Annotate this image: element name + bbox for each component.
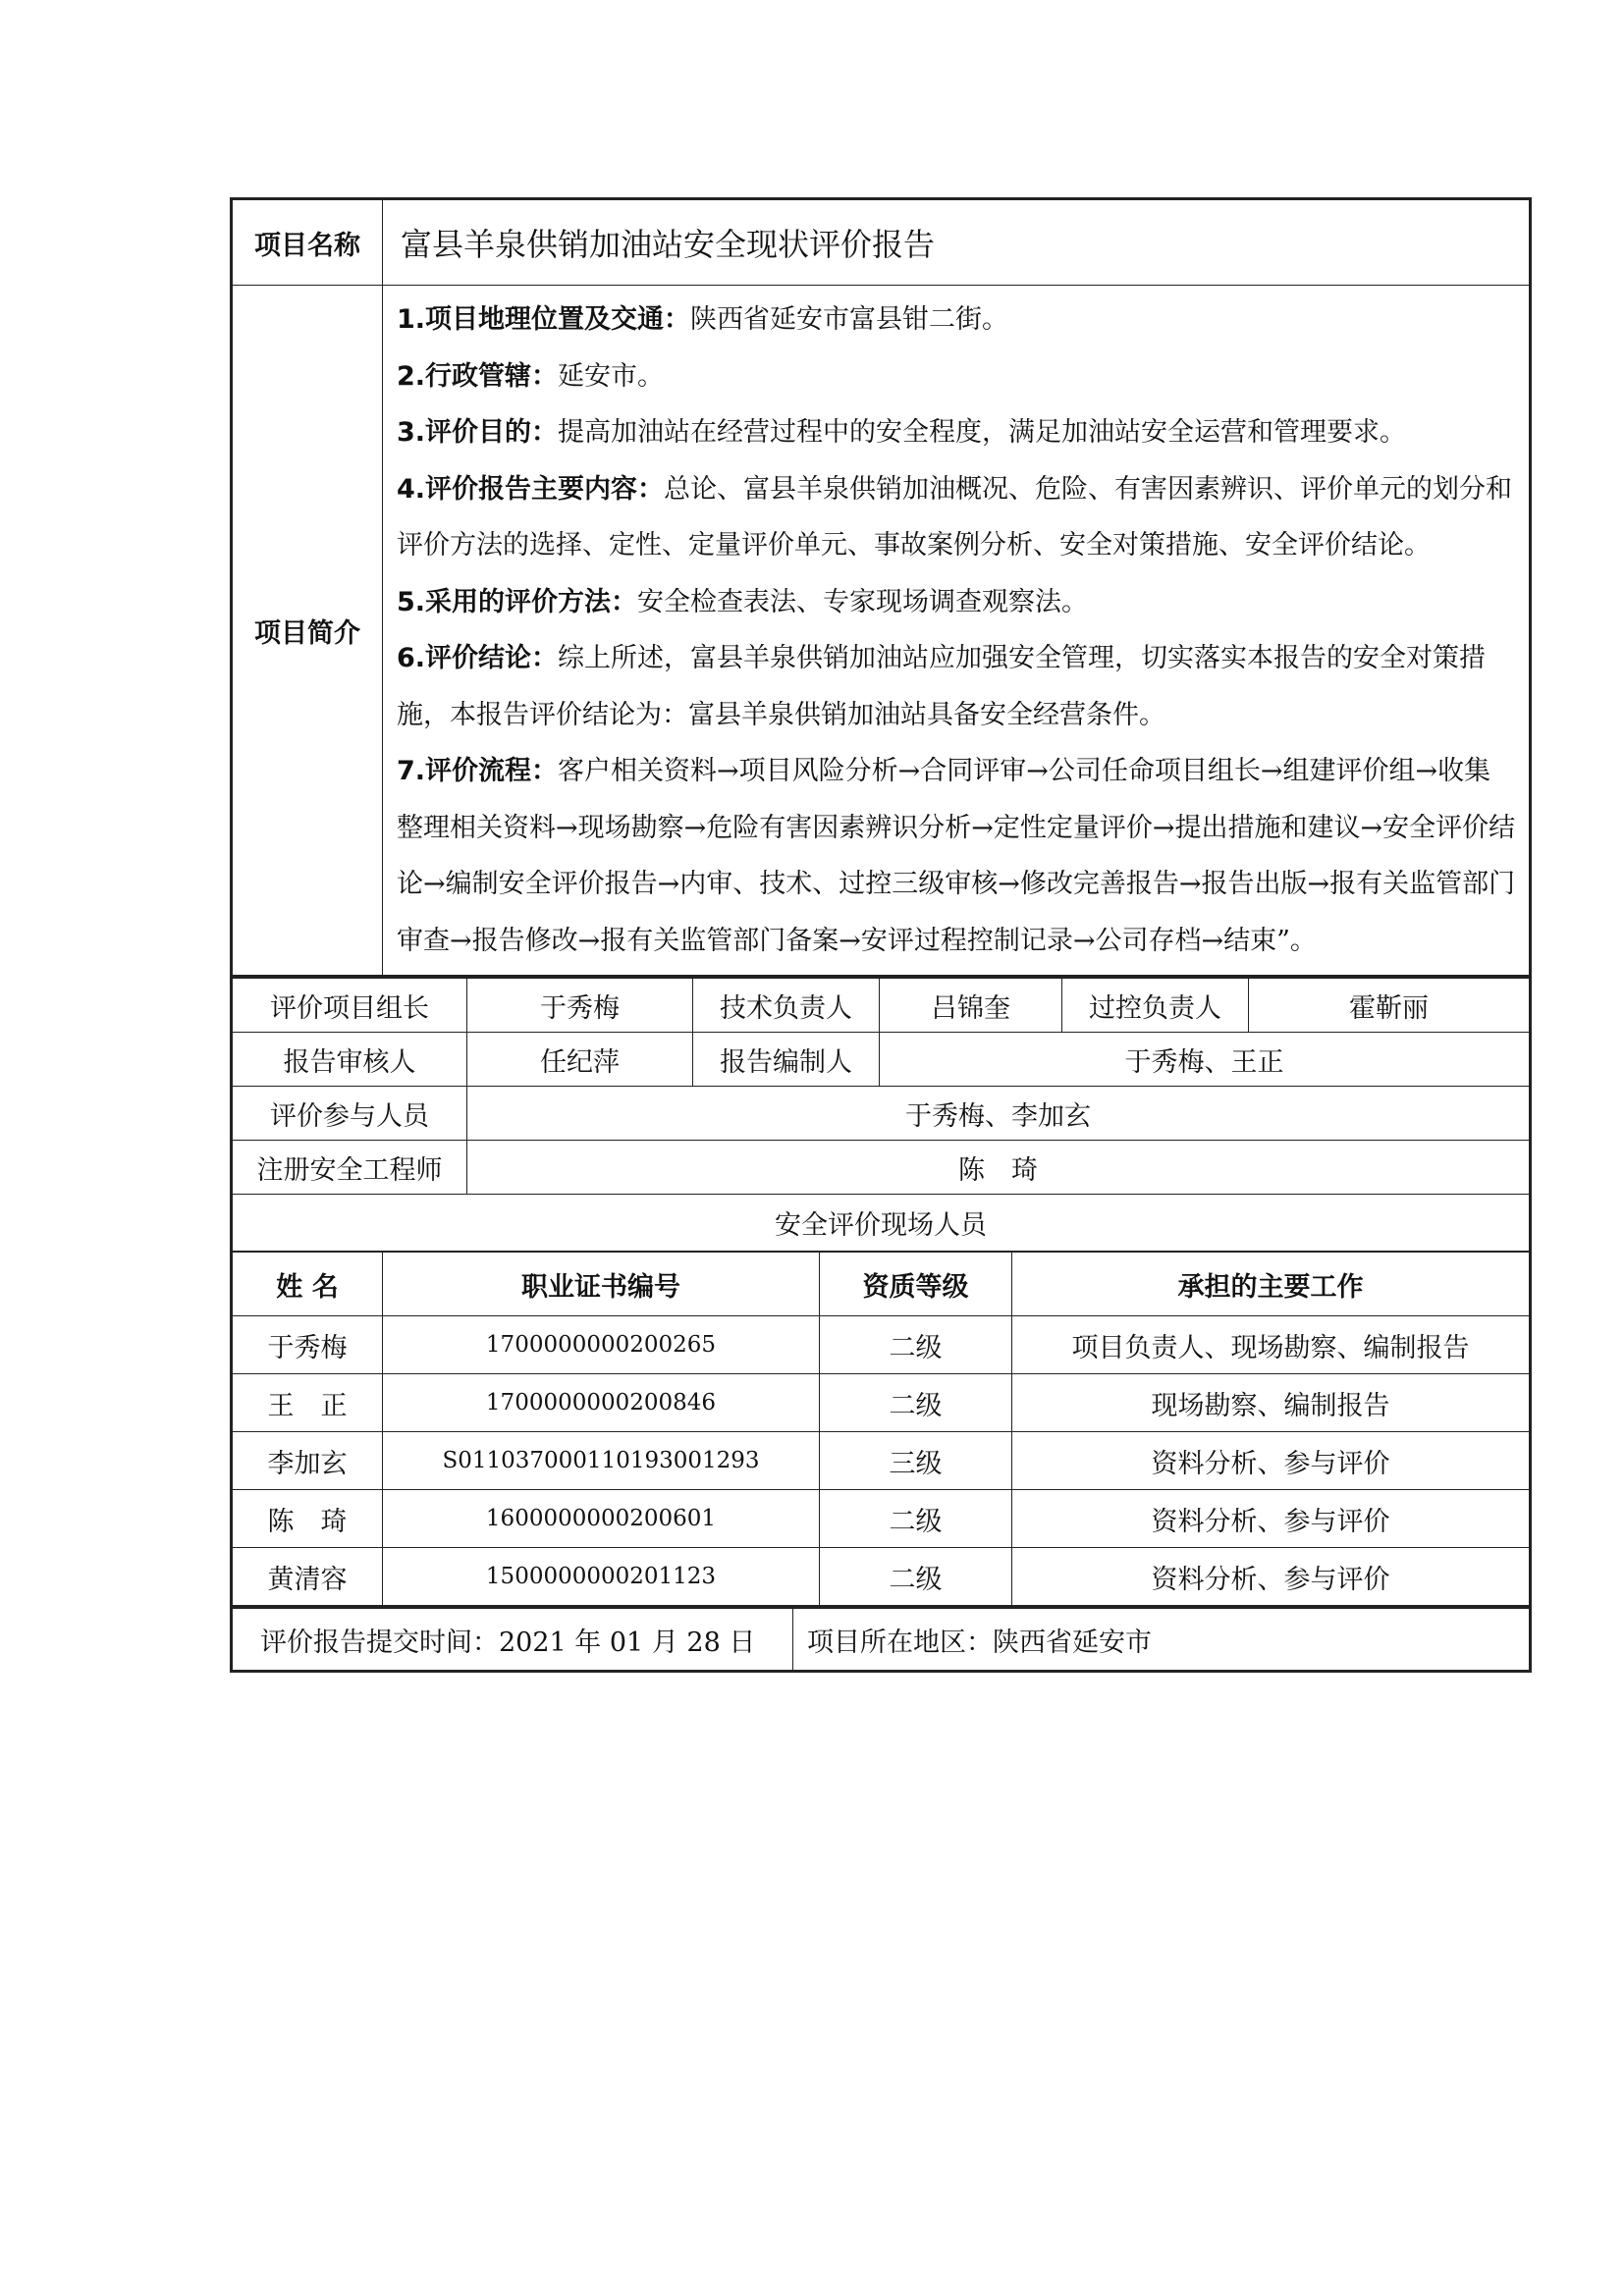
staff-header-name: 姓 名 bbox=[232, 1253, 383, 1316]
roles-row-2 bbox=[232, 1033, 1531, 1087]
staff-work: 项目负责人、现场勘察、编制报告 bbox=[1012, 1316, 1531, 1374]
table-row bbox=[232, 1432, 1531, 1490]
roles-row-3 bbox=[232, 1087, 1531, 1141]
staff-name: 陈 琦 bbox=[232, 1490, 383, 1548]
reviewer-label: 报告审核人 bbox=[232, 1033, 467, 1087]
staff-cert: 1600000000200601 bbox=[383, 1490, 820, 1548]
staff-header-row bbox=[232, 1253, 1531, 1316]
intro-item bbox=[397, 404, 1517, 461]
roles-row-4 bbox=[232, 1141, 1531, 1195]
submit-time: 评价报告提交时间：2021 年 01 月 28 日 bbox=[232, 1609, 793, 1672]
project-info-table bbox=[230, 197, 1532, 978]
project-intro-row bbox=[232, 286, 1531, 977]
reviewer-value: 任纪萍 bbox=[467, 1033, 693, 1087]
staff-level: 二级 bbox=[820, 1316, 1012, 1374]
intro-item-text: 综上所述，富县羊泉供销加油站应加强安全管理，切实落实本报告的安全对策措施，本报告评价结论为：富县羊泉供销加油站具备安全经营条件。 bbox=[397, 643, 1487, 730]
table-row bbox=[232, 1374, 1531, 1432]
staff-name: 黄清容 bbox=[232, 1548, 383, 1607]
intro-item-text: 总论、富县羊泉供销加油概况、危险、有害因素辨识、评价单元的划分和评价方法的选择、定性、定量评价单元、事故案例分析、安全对策措施、安全评价结论。 bbox=[397, 473, 1513, 561]
participants-value: 于秀梅、李加玄 bbox=[467, 1087, 1531, 1141]
project-name-value: 富县羊泉供销加油站安全现状评价报告 bbox=[383, 199, 1531, 286]
project-intro-content bbox=[383, 286, 1531, 977]
staff-header-cert: 职业证书编号 bbox=[383, 1253, 820, 1316]
intro-item-text: 延安市。 bbox=[558, 360, 665, 392]
intro-item bbox=[397, 630, 1517, 743]
engineer-label: 注册安全工程师 bbox=[232, 1141, 467, 1195]
staff-name: 于秀梅 bbox=[232, 1316, 383, 1374]
staff-cert: S011037000110193001293 bbox=[383, 1432, 820, 1490]
staff-header-level: 资质等级 bbox=[820, 1253, 1012, 1316]
intro-item-label: 7.评价流程： bbox=[397, 756, 559, 786]
intro-item bbox=[397, 348, 1517, 405]
intro-item-text: 陕西省延安市富县钳二街。 bbox=[690, 304, 1009, 335]
project-name-label: 项目名称 bbox=[232, 199, 383, 286]
intro-item bbox=[397, 292, 1517, 348]
control-value: 霍靳丽 bbox=[1249, 979, 1531, 1033]
staff-cert: 1500000000201123 bbox=[383, 1548, 820, 1607]
author-value: 于秀梅、王正 bbox=[880, 1033, 1531, 1087]
tech-label: 技术负责人 bbox=[693, 979, 880, 1033]
footer-row bbox=[232, 1609, 1531, 1672]
engineer-value: 陈 琦 bbox=[467, 1141, 1531, 1195]
staff-table bbox=[230, 1252, 1532, 1608]
intro-item-label: 5.采用的评价方法： bbox=[397, 586, 638, 617]
footer-table bbox=[230, 1608, 1532, 1673]
intro-item bbox=[397, 461, 1517, 574]
staff-level: 三级 bbox=[820, 1432, 1012, 1490]
roles-table bbox=[230, 978, 1532, 1252]
staff-header-work: 承担的主要工作 bbox=[1012, 1253, 1531, 1316]
staff-work: 资料分析、参与评价 bbox=[1012, 1432, 1531, 1490]
intro-item-label: 6.评价结论： bbox=[397, 643, 559, 673]
staff-name: 王 正 bbox=[232, 1374, 383, 1432]
intro-item-label: 3.评价目的： bbox=[397, 417, 559, 448]
roles-row-1 bbox=[232, 979, 1531, 1033]
staff-name: 李加玄 bbox=[232, 1432, 383, 1490]
control-label: 过控负责人 bbox=[1062, 979, 1249, 1033]
tech-value: 吕锦奎 bbox=[880, 979, 1062, 1033]
intro-item-text: 客户相关资料→项目风险分析→合同评审→公司任命项目组长→组建评价组→收集整理相关资料→现场勘察→危险有害因素辨识分析→定性定量评价→提出措施和建议→安全评价结论→编制安全评价报告→内审、技术、过控三级审核→修改完善报告→报告出版→报有关监管部门审查→报告修改→报有关监管部门备案→安评过程控制记录→公司存档→结束”。 bbox=[397, 756, 1516, 956]
project-intro-label: 项目简介 bbox=[232, 286, 383, 977]
staff-section-row bbox=[232, 1195, 1531, 1252]
table-row bbox=[232, 1490, 1531, 1548]
staff-work: 资料分析、参与评价 bbox=[1012, 1548, 1531, 1607]
intro-item bbox=[397, 743, 1517, 969]
intro-item-label: 1.项目地理位置及交通： bbox=[397, 304, 691, 335]
leader-value: 于秀梅 bbox=[467, 979, 693, 1033]
table-row bbox=[232, 1548, 1531, 1607]
intro-item bbox=[397, 574, 1517, 631]
staff-work: 现场勘察、编制报告 bbox=[1012, 1374, 1531, 1432]
participants-label: 评价参与人员 bbox=[232, 1087, 467, 1141]
staff-cert: 1700000000200265 bbox=[383, 1316, 820, 1374]
project-region: 项目所在地区：陕西省延安市 bbox=[793, 1609, 1531, 1672]
staff-work: 资料分析、参与评价 bbox=[1012, 1490, 1531, 1548]
intro-item-label: 4.评价报告主要内容： bbox=[397, 473, 665, 505]
staff-level: 二级 bbox=[820, 1490, 1012, 1548]
leader-label: 评价项目组长 bbox=[232, 979, 467, 1033]
staff-section-title: 安全评价现场人员 bbox=[232, 1195, 1531, 1252]
author-label: 报告编制人 bbox=[693, 1033, 880, 1087]
staff-level: 二级 bbox=[820, 1374, 1012, 1432]
project-name-row bbox=[232, 199, 1531, 286]
staff-level: 二级 bbox=[820, 1548, 1012, 1607]
table-row bbox=[232, 1316, 1531, 1374]
report-info-document bbox=[230, 197, 1532, 1673]
intro-item-text: 安全检查表法、专家现场调查观察法。 bbox=[637, 586, 1089, 617]
intro-item-label: 2.行政管辖： bbox=[397, 360, 559, 392]
staff-cert: 1700000000200846 bbox=[383, 1374, 820, 1432]
intro-item-text: 提高加油站在经营过程中的安全程度，满足加油站安全运营和管理要求。 bbox=[558, 417, 1407, 448]
